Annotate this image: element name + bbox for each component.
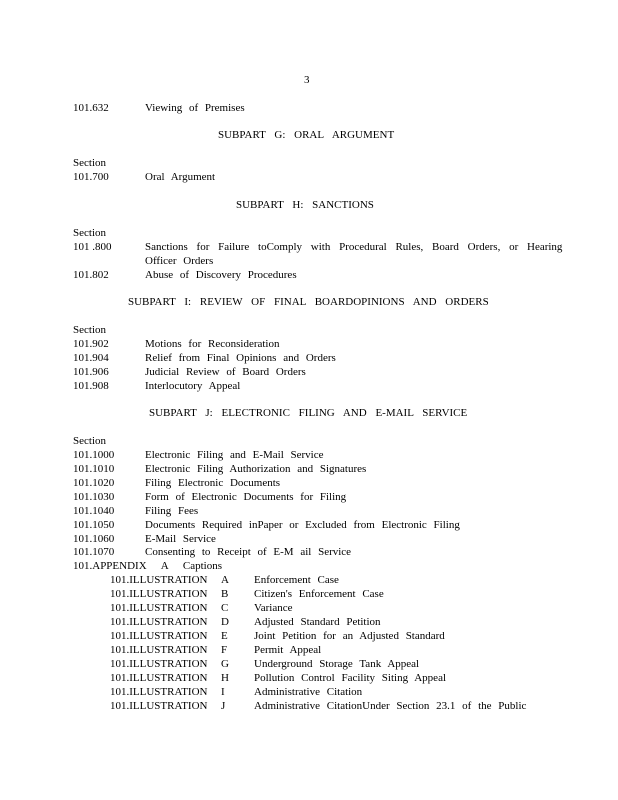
section-number: 101.1060 <box>73 533 115 545</box>
section-number: 101.700 <box>73 171 109 183</box>
illustration-title: Citizen's Enforcement Case <box>254 588 384 600</box>
illustration-title: Adjusted Standard Petition <box>254 616 381 628</box>
illustration-number: 101.ILLUSTRATION <box>110 616 208 628</box>
illustration-title: Administrative Citation <box>254 686 363 698</box>
illustration-number: 101.ILLUSTRATION <box>110 574 208 586</box>
section-label: Section <box>73 227 106 239</box>
subpart-j-heading: SUBPART J: ELECTRONIC FILING AND E-MAIL SERVICE <box>149 407 468 419</box>
illustration-letter: F <box>221 644 228 656</box>
section-title: Filing Electronic Documents <box>145 477 281 489</box>
illustration-title: Permit Appeal <box>254 644 322 656</box>
subpart-i-heading: SUBPART I: REVIEW OF FINAL BOARDOPINIONS AND ORDERS <box>128 296 489 308</box>
subpart-h-heading: SUBPART H: SANCTIONS <box>236 199 374 211</box>
section-title: Filing Fees <box>145 505 199 517</box>
illustration-title: Variance <box>254 602 293 614</box>
section-number: 101.1000 <box>73 449 115 461</box>
illustration-number: 101.ILLUSTRATION <box>110 700 208 712</box>
illustration-title: Pollution Control Facility Siting Appeal <box>254 672 447 684</box>
section-title: Consenting to Receipt of E-M ail Service <box>145 546 352 558</box>
illustration-number: 101.ILLUSTRATION <box>110 602 208 614</box>
section-number: 101.1020 <box>73 477 115 489</box>
section-title: Electronic Filing and E-Mail Service <box>145 449 324 461</box>
section-number: 101.1010 <box>73 463 115 475</box>
section-title: Documents Required inPaper or Excluded from Electronic Filing <box>145 519 460 531</box>
section-number: 101.908 <box>73 380 109 392</box>
section-title: Viewing of Premises <box>145 102 245 114</box>
section-title: Sanctions for Failure toComply with Procedural Rules, Board Orders, or Hearing <box>145 241 563 253</box>
illustration-number: 101.ILLUSTRATION <box>110 686 208 698</box>
appendix-label: 101.APPENDIX A Captions <box>73 560 222 572</box>
illustration-number: 101.ILLUSTRATION <box>110 644 208 656</box>
section-number: 101.802 <box>73 269 109 281</box>
section-title: Oral Argument <box>145 171 216 183</box>
section-title: E-Mail Service <box>145 533 216 545</box>
illustration-number: 101.ILLUSTRATION <box>110 672 208 684</box>
section-title: Judicial Review of Board Orders <box>145 366 306 378</box>
section-label: Section <box>73 157 106 169</box>
illustration-title: Joint Petition for an Adjusted Standard <box>254 630 445 642</box>
page-number: 3 <box>304 74 310 86</box>
section-title: Interlocutory Appeal <box>145 380 241 392</box>
illustration-letter: C <box>221 602 229 614</box>
illustration-letter: D <box>221 616 229 628</box>
illustration-letter: J <box>221 700 226 712</box>
section-number: 101 .800 <box>73 241 112 253</box>
illustration-letter: G <box>221 658 229 670</box>
illustration-title: Underground Storage Tank Appeal <box>254 658 420 670</box>
illustration-letter: H <box>221 672 229 684</box>
illustration-number: 101.ILLUSTRATION <box>110 588 208 600</box>
illustration-letter: E <box>221 630 228 642</box>
illustration-number: 101.ILLUSTRATION <box>110 658 208 670</box>
section-number: 101.906 <box>73 366 109 378</box>
section-title: Electronic Filing Authorization and Signatures <box>145 463 367 475</box>
illustration-number: 101.ILLUSTRATION <box>110 630 208 642</box>
section-title-continued: Officer Orders <box>145 255 214 267</box>
illustration-title: Enforcement Case <box>254 574 339 586</box>
section-number: 101.902 <box>73 338 109 350</box>
section-title: Abuse of Discovery Procedures <box>145 269 297 281</box>
section-title: Form of Electronic Documents for Filing <box>145 491 347 503</box>
section-number: 101.904 <box>73 352 109 364</box>
section-number: 101.1040 <box>73 505 115 517</box>
section-title: Relief from Final Opinions and Orders <box>145 352 336 364</box>
section-title: Motions for Reconsideration <box>145 338 280 350</box>
subpart-g-heading: SUBPART G: ORAL ARGUMENT <box>218 129 395 141</box>
illustration-letter: A <box>221 574 229 586</box>
section-number: 101.1070 <box>73 546 115 558</box>
illustration-letter: B <box>221 588 229 600</box>
section-label: Section <box>73 324 106 336</box>
section-label: Section <box>73 435 106 447</box>
illustration-letter: I <box>221 686 225 698</box>
illustration-title: Administrative CitationUnder Section 23.1 of the Public <box>254 700 527 712</box>
section-number: 101.632 <box>73 102 109 114</box>
section-number: 101.1030 <box>73 491 115 503</box>
section-number: 101.1050 <box>73 519 115 531</box>
